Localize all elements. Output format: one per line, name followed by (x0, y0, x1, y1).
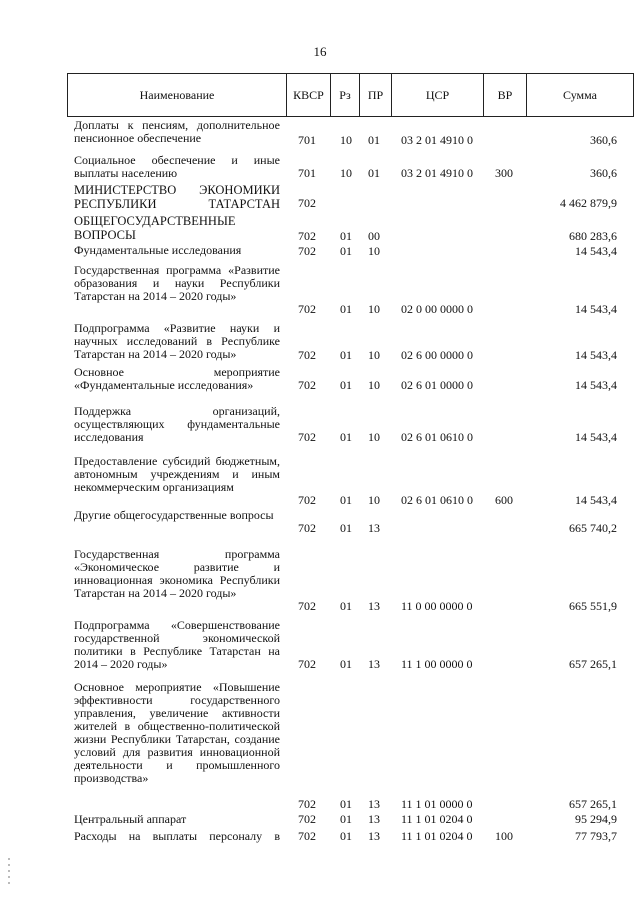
row-name: Центральный аппарат (74, 812, 187, 826)
row-csr: 02 0 00 0000 0 (401, 302, 473, 316)
row-name: МИНИСТЕРСТВО ЭКОНОМИКИ РЕСПУБЛИКИ ТАТАРСТАН (74, 183, 280, 211)
row-sum: 657 265,1 (569, 657, 617, 671)
row-sum: 14 543,4 (575, 348, 617, 362)
row-csr: 03 2 01 4910 0 (401, 166, 473, 180)
row-csr: 11 1 00 0000 0 (401, 657, 473, 671)
row-csr: 11 1 01 0000 0 (401, 797, 473, 811)
scan-mark (8, 858, 10, 884)
header-csr: ЦСР (391, 74, 483, 116)
row-kvsr: 702 (298, 430, 316, 444)
row-kvsr: 702 (298, 229, 316, 243)
table-header (67, 73, 634, 117)
row-name: Подпрограмма «Развитие науки и научных исследований в Республике Татарстан на 2014 – 2020 годы» (74, 321, 280, 361)
row-csr: 11 1 01 0204 0 (401, 812, 473, 826)
table-row (0, 362, 640, 392)
row-sum: 665 740,2 (569, 521, 617, 535)
row-kvsr: 702 (298, 829, 316, 843)
table-row (0, 507, 640, 535)
row-pr: 13 (368, 521, 380, 535)
table-row (0, 535, 640, 613)
row-sum: 360,6 (590, 133, 617, 147)
row-csr: 02 6 01 0610 0 (401, 430, 473, 444)
row-pr: 01 (368, 133, 380, 147)
row-rz: 01 (340, 599, 352, 613)
row-rz: 10 (340, 133, 352, 147)
row-rz: 01 (340, 229, 352, 243)
row-name: ОБЩЕГОСУДАРСТВЕННЫЕ ВОПРОСЫ (74, 214, 236, 242)
row-sum: 657 265,1 (569, 797, 617, 811)
row-csr: 03 2 01 4910 0 (401, 133, 473, 147)
row-kvsr: 702 (298, 812, 316, 826)
row-sum: 14 543,4 (575, 378, 617, 392)
table-row (0, 811, 640, 826)
row-name: Основное мероприятие «Повышение эффективности государственного управления, увеличение активности жителей в общественно-политической жизни Республики Татарстан, создание условий для развития инновационной деятельности и промышленного производства» (74, 680, 280, 785)
row-rz: 01 (340, 348, 352, 362)
row-rz: 01 (340, 812, 352, 826)
row-kvsr: 702 (298, 302, 316, 316)
header-name: Наименование (139, 87, 215, 102)
row-csr: 11 1 01 0204 0 (401, 829, 473, 843)
row-name: Поддержка организаций, осуществляющих фундаментальные исследования (74, 404, 280, 444)
row-csr: 02 6 01 0610 0 (401, 493, 473, 507)
table-row (0, 444, 640, 507)
row-rz: 01 (340, 657, 352, 671)
row-name: Доплаты к пенсиям, дополнительное пенсионное обеспечение (74, 118, 280, 145)
header-pr: ПР (359, 74, 391, 116)
table-row (0, 613, 640, 671)
row-rz: 01 (340, 430, 352, 444)
row-sum: 14 543,4 (575, 430, 617, 444)
row-rz: 01 (340, 829, 352, 843)
row-kvsr: 701 (298, 133, 316, 147)
row-csr: 11 0 00 0000 0 (401, 599, 473, 613)
row-vr: 600 (495, 493, 513, 507)
header-rz: Рз (330, 74, 359, 116)
row-vr: 300 (495, 166, 513, 180)
header-kvsr: КВСР (286, 74, 330, 116)
table-row (0, 243, 640, 258)
row-pr: 13 (368, 657, 380, 671)
page-number: 16 (313, 44, 327, 59)
row-kvsr: 702 (298, 196, 316, 210)
row-pr: 10 (368, 493, 380, 507)
row-rz: 01 (340, 521, 352, 535)
row-name: Социальное обеспечение и иные выплаты населению (74, 153, 280, 180)
row-sum: 77 793,7 (575, 829, 617, 843)
row-name: Подпрограмма «Совершенствование государственной экономической политики в Республике Татарстан на 2014 – 2020 годы» (74, 618, 280, 671)
row-pr: 13 (368, 829, 380, 843)
row-vr: 100 (495, 829, 513, 843)
row-pr: 00 (368, 229, 380, 243)
row-sum: 14 543,4 (575, 244, 617, 258)
row-name: Фундаментальные исследования (74, 243, 242, 257)
row-rz: 01 (340, 244, 352, 258)
row-kvsr: 702 (298, 493, 316, 507)
row-sum: 665 551,9 (569, 599, 617, 613)
row-sum: 95 294,9 (575, 812, 617, 826)
budget-table (0, 119, 640, 843)
row-name: Государственная программа «Экономическое развитие и инновационная экономика Республики Татарстан на 2014 – 2020 годы» (74, 547, 280, 600)
row-pr: 13 (368, 797, 380, 811)
row-sum: 14 543,4 (575, 493, 617, 507)
row-name: Расходы на выплаты персоналу в (74, 829, 280, 843)
row-pr: 10 (368, 348, 380, 362)
row-csr: 02 6 01 0000 0 (401, 378, 473, 392)
row-name: Основное мероприятие «Фундаментальные исследования» (74, 365, 280, 392)
table-row (0, 258, 640, 316)
row-sum: 680 283,6 (569, 229, 617, 243)
row-kvsr: 702 (298, 797, 316, 811)
row-kvsr: 702 (298, 244, 316, 258)
row-rz: 10 (340, 166, 352, 180)
row-rz: 01 (340, 493, 352, 507)
row-kvsr: 702 (298, 599, 316, 613)
row-sum: 4 462 879,9 (560, 196, 617, 210)
table-row (0, 826, 640, 843)
header-vr: ВР (483, 74, 526, 116)
table-row (0, 392, 640, 444)
row-pr: 01 (368, 166, 380, 180)
row-rz: 01 (340, 797, 352, 811)
row-csr: 02 6 00 0000 0 (401, 348, 473, 362)
row-pr: 10 (368, 430, 380, 444)
row-pr: 10 (368, 378, 380, 392)
table-row (0, 180, 640, 211)
row-kvsr: 702 (298, 521, 316, 535)
row-name: Предоставление субсидий бюджетным, автономным учреждениям и иным некоммерческим организациям (74, 454, 280, 494)
row-pr: 13 (368, 812, 380, 826)
row-kvsr: 702 (298, 378, 316, 392)
row-pr: 10 (368, 244, 380, 258)
table-row (0, 211, 640, 243)
row-rz: 01 (340, 302, 352, 316)
row-name: Государственная программа «Развитие образования и науки Республики Татарстан на 2014 – 2020 годы» (74, 263, 280, 303)
table-row (0, 147, 640, 180)
row-kvsr: 701 (298, 166, 316, 180)
table-row (0, 119, 640, 147)
row-pr: 13 (368, 599, 380, 613)
row-name: Другие общегосударственные вопросы (74, 508, 274, 522)
table-row (0, 671, 640, 811)
header-sum: Сумма (526, 74, 633, 116)
row-pr: 10 (368, 302, 380, 316)
row-kvsr: 702 (298, 348, 316, 362)
row-rz: 01 (340, 378, 352, 392)
row-sum: 14 543,4 (575, 302, 617, 316)
table-row (0, 316, 640, 362)
row-kvsr: 702 (298, 657, 316, 671)
row-sum: 360,6 (590, 166, 617, 180)
